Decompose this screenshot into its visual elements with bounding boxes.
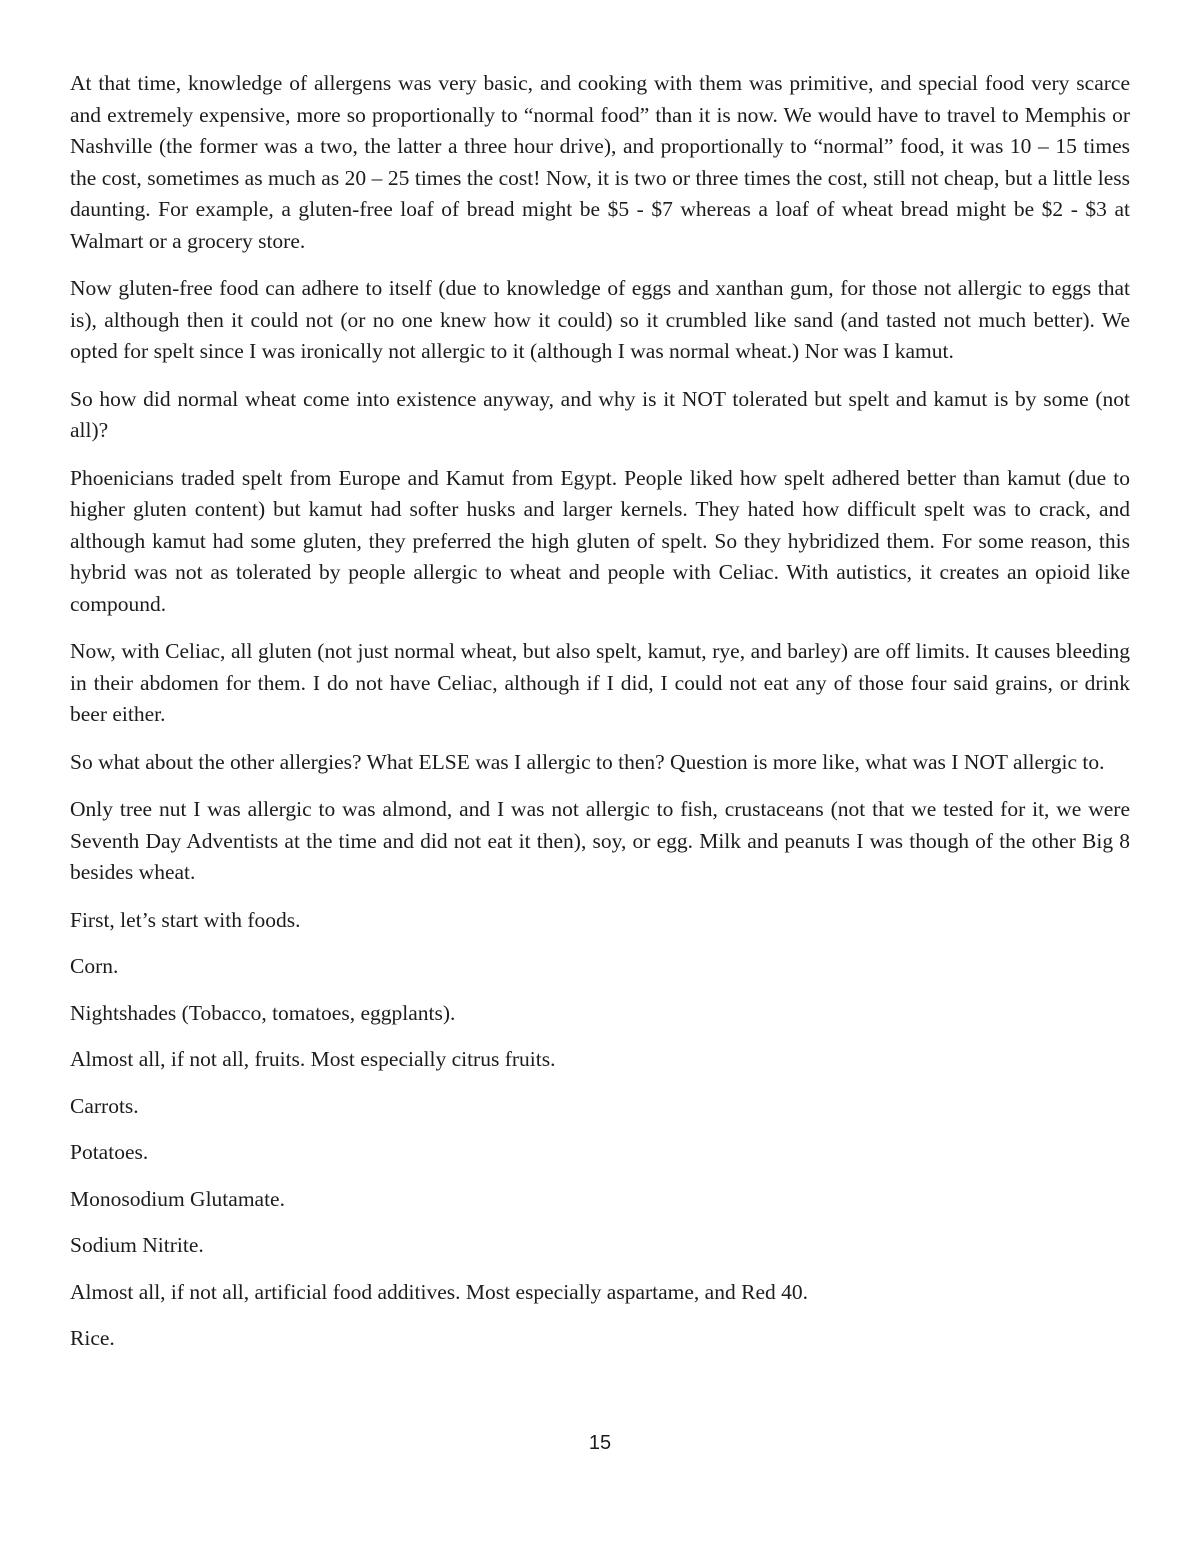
paragraph-celiac: Now, with Celiac, all gluten (not just normal wheat, but also spelt, kamut, rye, and barley) are off limits. It causes bleeding in their abdomen for them. I do not have Celiac, although if I did, I could not eat any of those four said grains, or drink beer either. (70, 639, 1130, 726)
list-line: Monosodium Glutamate. (70, 1186, 285, 1211)
list-line: Carrots. (70, 1093, 139, 1118)
list-line: Nightshades (Tobacco, tomatoes, eggplants). (70, 1000, 456, 1025)
list-line: First, let’s start with foods. (70, 907, 301, 932)
list-line: Almost all, if not all, fruits. Most especially citrus fruits. (70, 1047, 556, 1071)
page-number: 15 (588, 1432, 612, 1454)
list-line: Rice. (70, 1326, 115, 1350)
list-line: Corn. (70, 954, 119, 978)
paragraph-gluten-free-food: Now gluten-free food can adhere to itself (due to knowledge of eggs and xanthan gum, for those not allergic to eggs that is), although then it could not (or no one knew how it could) so it crumbled like sand (and tasted not much better). We opted for spelt since I was ironically not allergic to it (although I was normal wheat.) Nor was I kamut. (70, 276, 1130, 363)
list-line: Potatoes. (70, 1140, 149, 1164)
list-line: Sodium Nitrite. (70, 1233, 204, 1257)
document-body (70, 68, 1130, 1370)
paragraph-normal-wheat-question: So how did normal wheat come into existence anyway, and why is it NOT tolerated but spelt and kamut is by some (not all)? (70, 386, 1130, 442)
paragraph-allergen-history: At that time, knowledge of allergens was very basic, and cooking with them was primitive, and special food very scarce and extremely expensive, more so proportionally to “normal food” than it is now. We would have to travel to Memphis or Nashville (the former was a two, the latter a three hour drive), and proportionally to “normal” food, it was 10 – 15 times the cost, sometimes as much as 20 – 25 times the cost! Now, it is two or three times the cost, still not cheap, but a little less daunting. For example, a gluten-free loaf of bread might be $5 - $7 whereas a loaf of wheat bread might be $2 - $3 at Walmart or a grocery store. (70, 71, 1130, 253)
paragraph-phoenicians: Phoenicians traded spelt from Europe and Kamut from Egypt. People liked how spelt adhered better than kamut (due to higher gluten content) but kamut had softer husks and larger kernels. They hated how difficult spelt was to crack, and although kamut had some gluten, they preferred the high gluten of spelt. So they hybridized them. For some reason, this hybrid was not as tolerated by people allergic to wheat and people with Celiac. With autistics, it creates an opioid like compound. (70, 465, 1130, 616)
list-line: Almost all, if not all, artificial food additives. Most especially aspartame, and Red 40. (70, 1279, 808, 1304)
paragraph-tree-nut: Only tree nut I was allergic to was almond, and I was not allergic to fish, crustaceans (not that we tested for it, we were Seventh Day Adventists at the time and did not eat it then), soy, or egg. Milk and peanuts I was though of the other Big 8 besides wheat. (70, 797, 1130, 884)
paragraph-other-allergies: So what about the other allergies? What ELSE was I allergic to then? Question is more like, what was I NOT allergic to. (70, 749, 1105, 774)
